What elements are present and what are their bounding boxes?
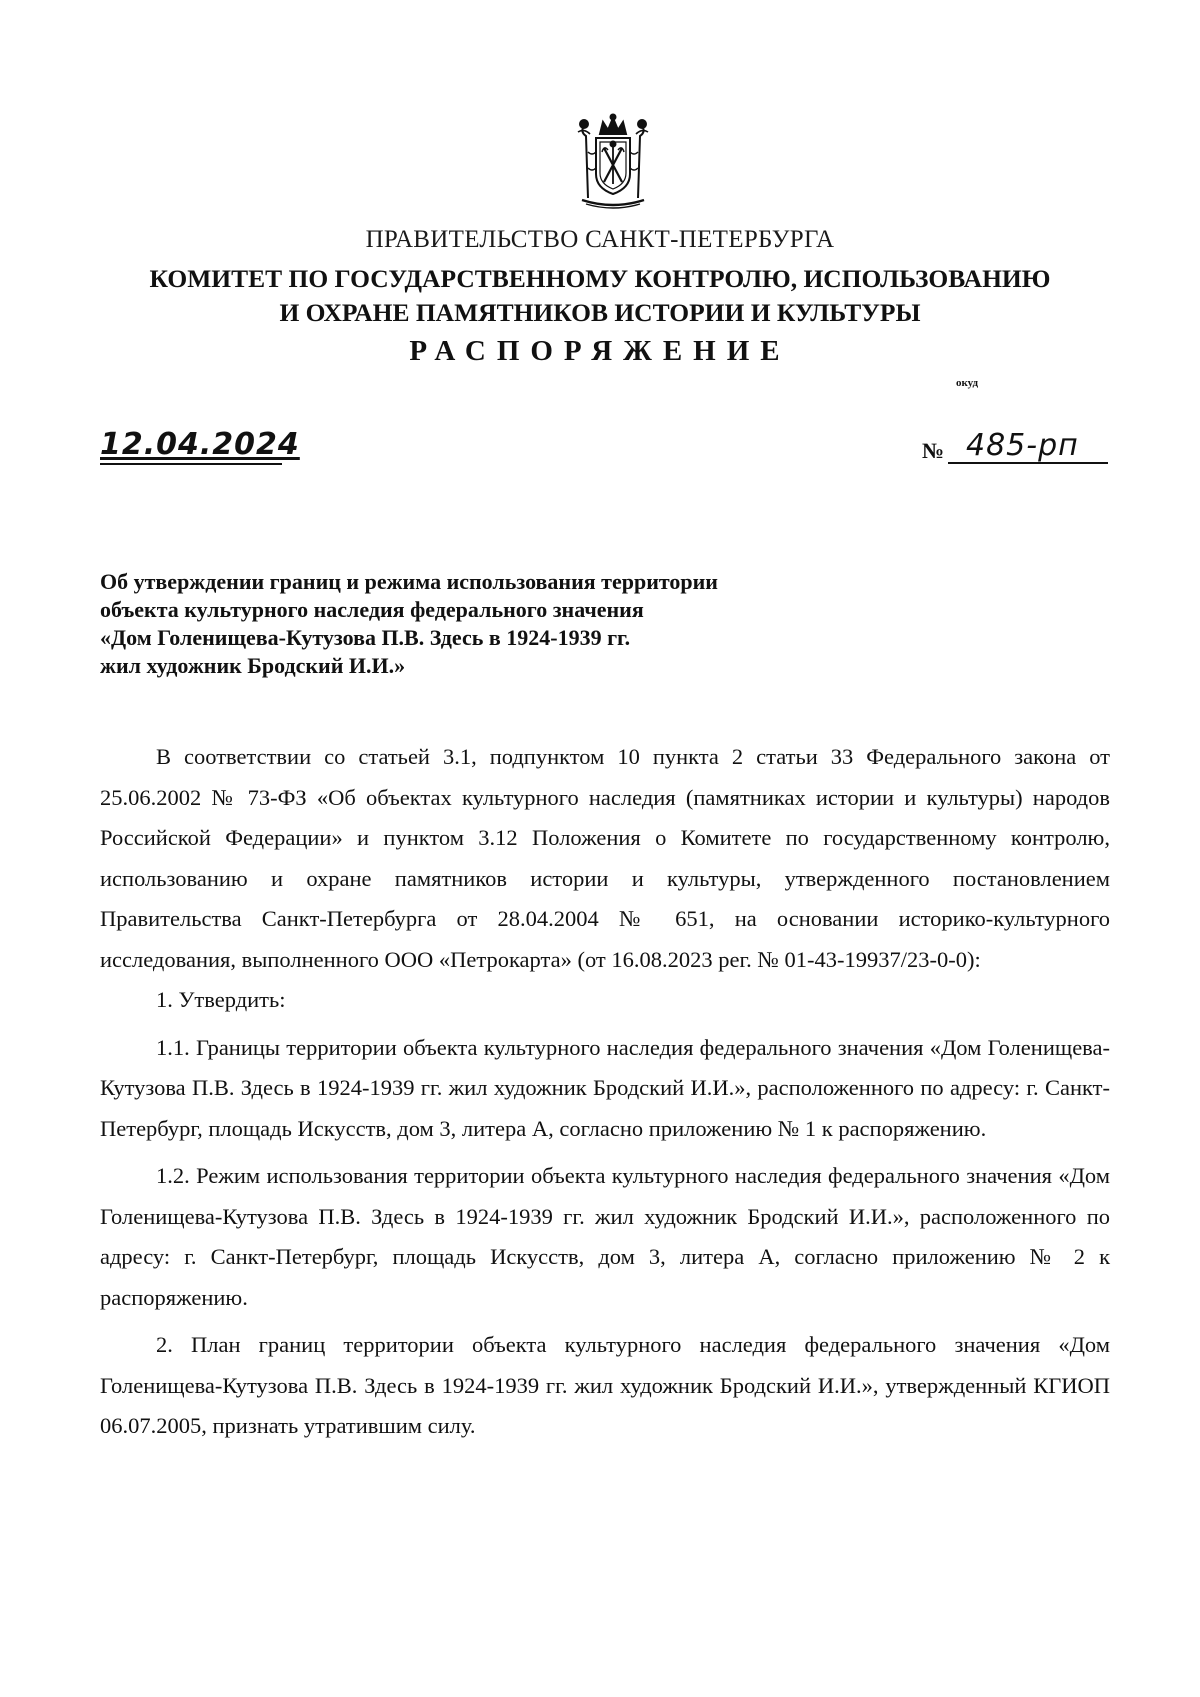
preamble-paragraph: В соответствии со статьей 3.1, подпунктом 10 пункта 2 статьи 33 Федерального закона от 25.06.2002 № 73-ФЗ «Об объектах культурного наследия (памятниках истории и культуры) народов Российской Федерации» и пунктом 3.12 Положения о Комитете по государственному контролю, использованию и охране памятников истории и культуры, утвержденного постановлением Правительства Санкт-Петербурга от 28.04.2004 № 651, на основании историко-культурного исследования, выполненного ООО «Петрокарта» (от 16.08.2023 рег. № 01-43-19937/23-0-0): [100,744,1110,972]
subject-line: «Дом Голенищева-Кутузова П.В. Здесь в 1924-1939 гг. [100,625,631,650]
document-body [100,737,1110,1447]
subject-line: жил художник Бродский И.И.» [100,653,406,678]
number-sign: № [922,438,945,463]
subject-line: Об утверждении границ и режима использования территории [100,569,718,594]
item-1: 1. Утвердить: [156,987,286,1012]
committee-title [0,262,1200,330]
document-date: 12.04.2024 [100,430,282,465]
document-subject [100,568,800,680]
government-title: ПРАВИТЕЛЬСТВО САНКТ-ПЕТЕРБУРГА [365,226,835,253]
committee-title-line2: И ОХРАНЕ ПАМЯТНИКОВ ИСТОРИИ И КУЛЬТУРЫ [279,298,921,327]
document-number: 485-рп [966,428,1079,463]
item-1-1: 1.1. Границы территории объекта культурного наследия федерального значения «Дом Голенищева-Кутузова П.В. Здесь в 1924-1939 гг. жил художник Бродский И.И.», расположенного по адресу: г. Санкт-Петербург, площадь Искусств, дом 3, литера А, согласно приложению № 1 к распоряжению. [100,1034,1110,1141]
st-petersburg-coat-of-arms-icon [570,112,656,212]
item-2: 2. План границ территории объекта культурного наследия федерального значения «Дом Голенищева-Кутузова П.В. Здесь в 1924-1939 гг. жил художник Бродский И.И.», утвержденный КГИОП 06.07.2005, признать утратившим силу. [100,1332,1110,1438]
item-1-2: 1.2. Режим использования территории объекта культурного наследия федерального значения «Дом Голенищева-Кутузова П.В. Здесь в 1924-1939 гг. жил художник Бродский И.И.», расположенного по адресу: г. Санкт-Петербург, площадь Искусств, дом 3, литера А, согласно приложению № 2 к распоряжению. [100,1163,1110,1310]
okud-label: окуд [956,377,979,389]
document-number-block [922,428,1112,464]
subject-line: объекта культурного наследия федерального значения [100,597,644,622]
committee-title-line1: КОМИТЕТ ПО ГОСУДАРСТВЕННОМУ КОНТРОЛЮ, ИСПОЛЬЗОВАНИЮ [149,264,1051,293]
document-type: РАСПОРЯЖЕНИЕ [409,335,791,367]
